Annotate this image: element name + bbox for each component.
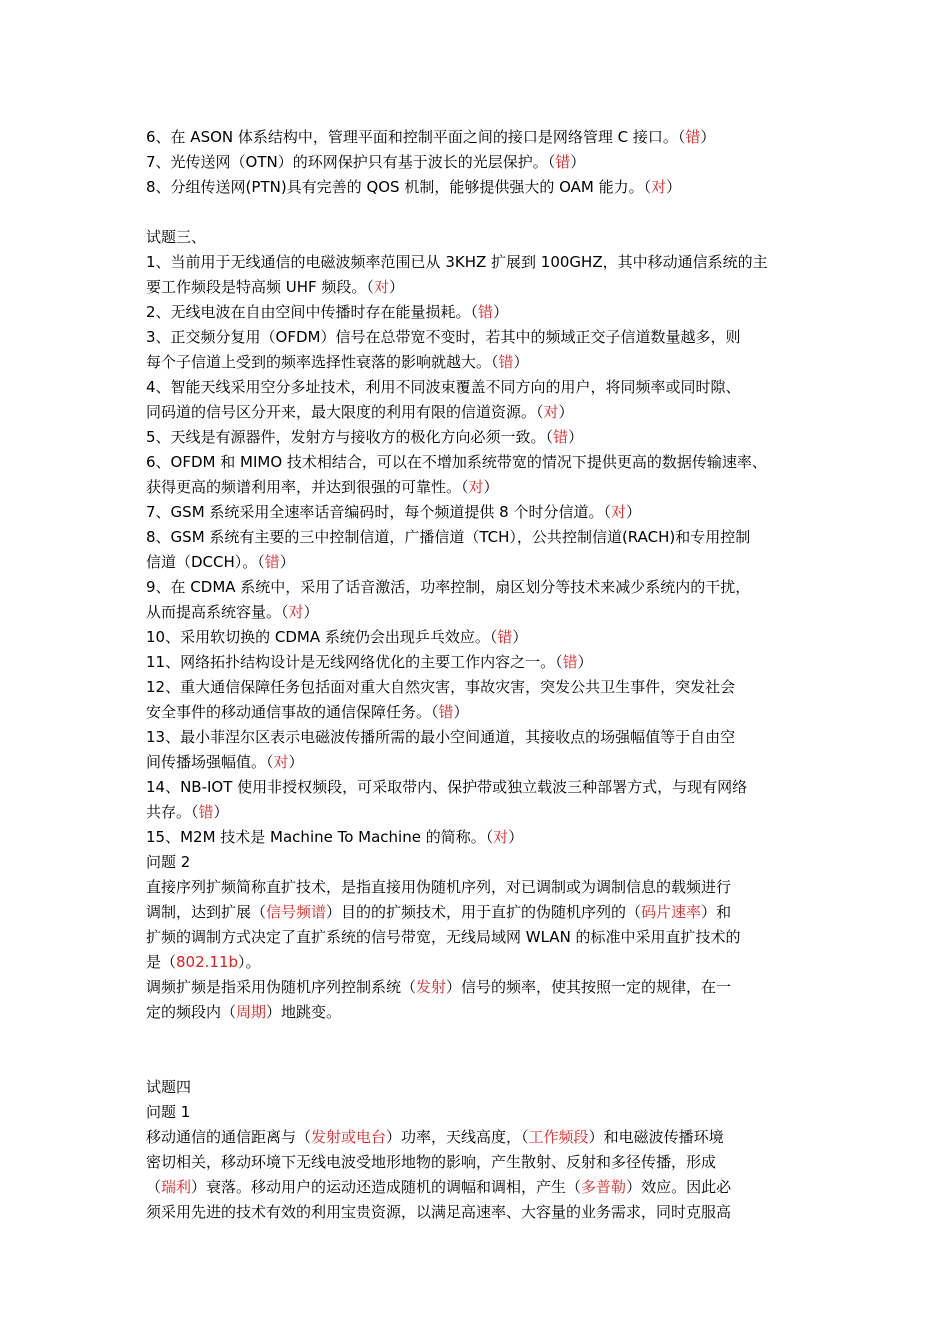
item-text: 2、无线电波在自由空间中传播时存在能量损耗。（ <box>146 303 479 321</box>
item-text: 10、采用软切换的 CDMA 系统仍会出现乒乓效应。（ <box>146 628 498 646</box>
item-text: ） <box>483 478 499 496</box>
item-text: 从而提高系统容量。（ <box>146 603 289 621</box>
answer-mark: 错 <box>497 628 513 646</box>
item-text: 6、OFDM 和 MIMO 技术相结合，可以在不增加系统带宽的情况下提供更高的数据传输速率、 <box>146 453 767 471</box>
document-body <box>146 125 810 1225</box>
paragraph-text: 须采用先进的技术有效的利用宝贵资源，以满足高速率、大容量的业务需求，同时克服高 <box>146 1203 732 1221</box>
answer-mark: 对 <box>610 503 626 521</box>
paragraph-text: 密切相关，移动环境下无线电波受地形地物的影响，产生散射、反射和多径传播，形成 <box>146 1153 717 1171</box>
item-text: ） <box>513 353 529 371</box>
item-text: ） <box>666 178 682 196</box>
paragraph-text: ）功率，天线高度，（ <box>386 1128 529 1146</box>
paragraph-line <box>146 1200 810 1225</box>
item-text: 要工作频段是特高频 UHF 频段。（ <box>146 278 374 296</box>
section2-tail <box>146 125 810 200</box>
item-text: 6、在 ASON 体系结构中，管理平面和控制平面之间的接口是网络管理 C 接口。（ <box>146 128 686 146</box>
item-text: 5、天线是有源器件，发射方与接收方的极化方向必须一致。（ <box>146 428 554 446</box>
paragraph-text: 是（ <box>146 953 177 971</box>
paragraph-line <box>146 1000 810 1025</box>
answer-mark: 对 <box>493 828 509 846</box>
answer-mark: 错 <box>264 553 280 571</box>
paragraph-line <box>146 950 810 975</box>
spacer <box>146 200 810 225</box>
tf-item-line <box>146 750 810 775</box>
paragraph-text: ）信号的频率，使其按照一定的规律，在一 <box>446 978 732 996</box>
tf-item-line <box>146 650 810 675</box>
answer-mark: 错 <box>555 153 571 171</box>
question1-paragraph <box>146 1125 810 1225</box>
item-text: 间传播场强幅值。（ <box>146 753 274 771</box>
answer-mark: 错 <box>685 128 701 146</box>
paragraph-line <box>146 900 810 925</box>
item-text: ） <box>558 403 574 421</box>
tf-item-line <box>146 800 810 825</box>
paragraph-text: ）。 <box>238 953 261 971</box>
paragraph-text: ）和电磁波传播环境 <box>588 1128 724 1146</box>
answer-mark: 错 <box>198 803 214 821</box>
tf-item-line <box>146 325 810 350</box>
item-text: 7、光传送网（OTN）的环网保护只有基于波长的光层保护。（ <box>146 153 556 171</box>
paragraph-text: ）和 <box>701 903 732 921</box>
item-text: 8、GSM 系统有主要的三中控制信道，广播信道（TCH），公共控制信道(RACH)和专用控制 <box>146 528 751 546</box>
paragraph-line <box>146 975 810 1000</box>
tf-item-line <box>146 525 810 550</box>
tf-item <box>146 175 810 200</box>
item-text: ） <box>577 653 593 671</box>
tf-item-line <box>146 575 810 600</box>
tf-item-line <box>146 400 810 425</box>
answer-mark: 对 <box>373 278 389 296</box>
question2-title: 问题 2 <box>146 853 191 871</box>
question2-paragraph-2 <box>146 975 810 1025</box>
paragraph-text: 定的频段内（ <box>146 1003 237 1021</box>
item-text: ） <box>388 278 404 296</box>
paragraph-text: ）目的的扩频技术，用于直扩的伪随机序列的（ <box>326 903 642 921</box>
question1-title: 问题 1 <box>146 1103 191 1121</box>
item-text: 11、网络拓扑结构设计是无线网络优化的主要工作内容之一。（ <box>146 653 563 671</box>
tf-item-line <box>146 375 810 400</box>
section4-title: 试题四 <box>146 1078 192 1096</box>
item-text: 7、GSM 系统采用全速率话音编码时，每个频道提供 8 个时分信道。（ <box>146 503 611 521</box>
item-text: 共存。（ <box>146 803 199 821</box>
answer-mark: 对 <box>651 178 667 196</box>
tf-item-line <box>146 700 810 725</box>
item-text: 安全事件的移动通信事故的通信保障任务。（ <box>146 703 439 721</box>
answer-fill: 发射 <box>416 978 447 996</box>
tf-item-line <box>146 600 810 625</box>
paragraph-line <box>146 1125 810 1150</box>
tf-item-line <box>146 475 810 500</box>
item-text: ） <box>626 503 642 521</box>
answer-fill: 码片速率 <box>641 903 702 921</box>
item-text: 9、在 CDMA 系统中，采用了话音激活，功率控制，扇区划分等技术来减少系统内的干扰， <box>146 578 751 596</box>
item-text: 12、重大通信保障任务包括面对重大自然灾害，事故灾害，突发公共卫生事件，突发社会 <box>146 678 736 696</box>
item-text: 14、NB-IOT 使用非授权频段，可采取带内、保护带或独立载波三种部署方式，与现有网络 <box>146 778 748 796</box>
item-text: ） <box>288 753 304 771</box>
paragraph-text: ）衰落。移动用户的运动还造成随机的调幅和调相，产生（ <box>191 1178 582 1196</box>
tf-item <box>146 125 810 150</box>
item-text: ） <box>213 803 229 821</box>
answer-mark: 对 <box>468 478 484 496</box>
paragraph-text: 直接序列扩频简称直扩技术，是指直接用伪随机序列，对已调制或为调制信息的载频进行 <box>146 878 732 896</box>
item-text: 每个子信道上受到的频率选择性衰落的影响就越大。（ <box>146 353 499 371</box>
tf-item-line <box>146 450 810 475</box>
tf-item-line <box>146 775 810 800</box>
paragraph-text: 移动通信的通信距离与（ <box>146 1128 312 1146</box>
tf-item-line <box>146 275 810 300</box>
answer-mark: 错 <box>498 353 514 371</box>
answer-fill: 瑞利 <box>161 1178 192 1196</box>
section3-title: 试题三、 <box>146 228 207 246</box>
tf-item-line <box>146 425 810 450</box>
answer-fill: 工作频段 <box>528 1128 589 1146</box>
tf-item-line <box>146 825 810 850</box>
item-text: 15、M2M 技术是 Machine To Machine 的简称。（ <box>146 828 494 846</box>
tf-item-line <box>146 675 810 700</box>
paragraph-line <box>146 875 810 900</box>
tf-item-line <box>146 725 810 750</box>
item-text: ） <box>453 703 469 721</box>
item-text: 信道（DCCH）。（ <box>146 553 265 571</box>
item-text: 同码道的信号区分开来，最大限度的利用有限的信道资源。（ <box>146 403 544 421</box>
item-text: 获得更高的频谱利用率，并达到很强的可靠性。（ <box>146 478 469 496</box>
item-text: ） <box>570 153 586 171</box>
paragraph-line <box>146 1150 810 1175</box>
answer-fill: 发射或电台 <box>311 1128 387 1146</box>
spacer <box>146 1025 810 1075</box>
tf-item-line <box>146 300 810 325</box>
answer-mark: 对 <box>273 753 289 771</box>
item-text: 8、分组传送网(PTN)具有完善的 QOS 机制，能够提供强大的 OAM 能力。（ <box>146 178 652 196</box>
item-text: ） <box>568 428 584 446</box>
paragraph-line <box>146 925 810 950</box>
paragraph-text: 调频扩频是指采用伪随机序列控制系统（ <box>146 978 417 996</box>
paragraph-line <box>146 1175 810 1200</box>
answer-mark: 错 <box>478 303 494 321</box>
item-text: 1、当前用于无线通信的电磁波频率范围已从 3KHZ 扩展到 100GHZ，其中移动通信系统的主 <box>146 253 768 271</box>
question2-paragraph-1 <box>146 875 810 975</box>
item-text: ） <box>508 828 524 846</box>
paragraph-text: 调制，达到扩展（ <box>146 903 267 921</box>
answer-mark: 错 <box>553 428 569 446</box>
item-text: ） <box>493 303 509 321</box>
item-text: ） <box>303 603 319 621</box>
tf-item-line <box>146 250 810 275</box>
answer-mark: 错 <box>438 703 454 721</box>
paragraph-text: ）效应。因此必 <box>626 1178 732 1196</box>
answer-mark: 错 <box>562 653 578 671</box>
tf-item-line <box>146 500 810 525</box>
item-text: ） <box>512 628 528 646</box>
tf-item <box>146 150 810 175</box>
tf-item-line <box>146 625 810 650</box>
paragraph-text: 扩频的调制方式决定了直扩系统的信号带宽，无线局域网 WLAN 的标准中采用直扩技术的 <box>146 928 741 946</box>
item-text: 4、智能天线采用空分多址技术，利用不同波束覆盖不同方向的用户，将同频率或同时隙、 <box>146 378 741 396</box>
item-text: ） <box>279 553 295 571</box>
paragraph-text: （ <box>146 1178 162 1196</box>
item-text: ） <box>700 128 716 146</box>
answer-fill: 信号频谱 <box>266 903 327 921</box>
item-text: 13、最小菲涅尔区表示电磁波传播所需的最小空间通道，其接收点的场强幅值等于自由空 <box>146 728 736 746</box>
answer-fill: 周期 <box>236 1003 267 1021</box>
answer-mark: 对 <box>288 603 304 621</box>
answer-mark: 对 <box>543 403 559 421</box>
tf-item-line <box>146 350 810 375</box>
answer-fill: 802.11b <box>176 953 239 971</box>
answer-fill: 多普勒 <box>581 1178 627 1196</box>
item-text: 3、正交频分复用（OFDM）信号在总带宽不变时，若其中的频域正交子信道数量越多，则 <box>146 328 741 346</box>
paragraph-text: ）地跳变。 <box>266 1003 342 1021</box>
tf-item-line <box>146 550 810 575</box>
section3-items <box>146 250 810 850</box>
